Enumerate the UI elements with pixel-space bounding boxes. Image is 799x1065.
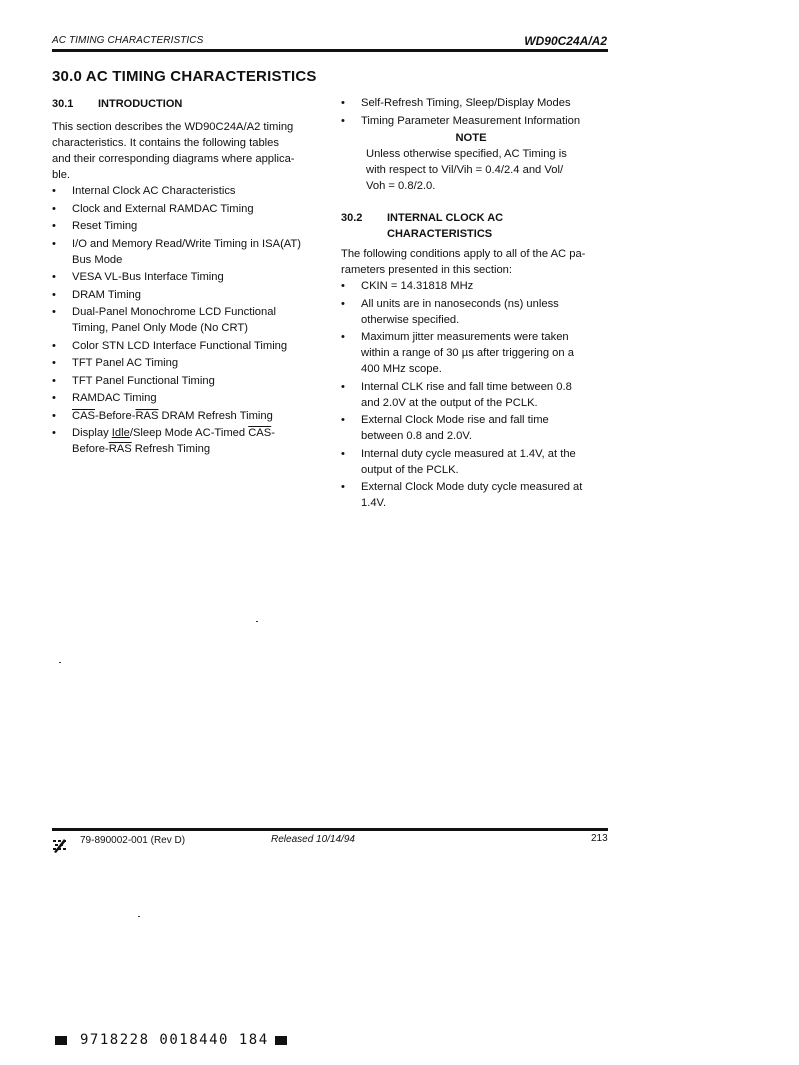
signal-name-cas: $\overline{CAS}$ (72, 409, 96, 422)
bullet-mark: • (341, 97, 345, 109)
paragraph-line: The following conditions apply to all of the AC pa- (341, 248, 586, 260)
running-header-title: AC TIMING CHARACTERISTICS (52, 35, 204, 46)
list-item (341, 95, 611, 111)
list-item-text: -Before- (95, 409, 136, 422)
mode-name-idle: Idle (111, 427, 130, 439)
bullet-mark: • (52, 409, 56, 422)
paragraph-line: rameters presented in this section: (341, 264, 513, 276)
list-item-text: Reset Timing (72, 220, 138, 232)
bullet-mark: • (341, 380, 345, 393)
list-item (341, 412, 611, 444)
scan-speck (138, 916, 140, 917)
company-logo-icon (52, 838, 67, 853)
scan-speck (59, 662, 61, 663)
list-item-text: Self-Refresh Timing, Sleep/Display Modes (361, 97, 571, 109)
list-item (52, 338, 324, 354)
list-item-text: Timing, Panel Only Mode (No CRT) (72, 322, 248, 334)
barcode-block-right (275, 1036, 287, 1045)
list-item (341, 296, 611, 328)
list-item (52, 408, 324, 424)
list-item (341, 479, 611, 511)
paragraph-line: characteristics. It contains the following tables (52, 137, 279, 149)
list-item-text: TFT Panel AC Timing (72, 357, 179, 369)
note-line: Unless otherwise specified, AC Timing is (366, 148, 567, 160)
bullet-mark: • (52, 427, 56, 439)
bullet-mark: • (52, 271, 56, 283)
list-item (52, 236, 324, 268)
bullet-mark: • (52, 202, 56, 215)
right-column (341, 95, 611, 513)
list-item-text: Dual-Panel Monochrome LCD Functional (72, 306, 276, 318)
list-item (52, 390, 324, 406)
list-item (52, 304, 324, 336)
list-item (52, 269, 324, 285)
paragraph-line: This section describes the WD90C24A/A2 timing (52, 121, 294, 133)
intro-paragraph (52, 119, 324, 183)
signal-name-cas: $\overline{CAS}$ (248, 427, 272, 439)
bullet-mark: • (341, 414, 345, 426)
section-heading: INTERNAL CLOCK AC (387, 212, 504, 224)
list-item-text: Internal duty cycle measured at 1.4V, at the (361, 447, 576, 460)
bullet-mark: • (52, 339, 56, 352)
note-line: Voh = 0.8/2.0. (366, 180, 436, 192)
list-item-text: Display (72, 427, 112, 439)
list-item (52, 425, 324, 457)
list-item-text: DRAM Timing (72, 288, 141, 301)
bullet-mark: • (52, 306, 56, 318)
paragraph-line: and their corresponding diagrams where applica- (52, 153, 295, 165)
list-item-text: - (271, 427, 275, 439)
bullet-mark: • (52, 392, 56, 404)
left-column (52, 96, 324, 459)
header-rule (52, 49, 608, 52)
list-item (52, 355, 324, 371)
signal-name-ras: $\overline{RAS}$ (108, 443, 132, 455)
scan-speck (256, 621, 258, 622)
timing-list-continued (341, 95, 611, 129)
timing-list (52, 183, 324, 457)
list-item (52, 373, 324, 389)
list-item-text: DRAM Refresh Timing (158, 409, 273, 422)
paragraph-line: ble. (52, 169, 71, 181)
list-item-text: I/O and Memory Read/Write Timing in ISA(AT) (72, 237, 301, 250)
bullet-mark: • (341, 447, 345, 460)
list-item (341, 379, 611, 411)
list-item-text: Bus Mode (72, 253, 123, 266)
list-item-text: between 0.8 and 2.0V. (361, 430, 472, 442)
list-item-text: Clock and External RAMDAC Timing (72, 202, 254, 215)
list-item (341, 113, 611, 129)
note-box (341, 130, 611, 194)
list-item-text: Color STN LCD Interface Functional Timing (72, 339, 288, 352)
bullet-mark: • (52, 220, 56, 232)
list-item-text: output of the PCLK. (361, 463, 459, 476)
signal-name-ras: $\overline{RAS}$ (135, 409, 159, 422)
list-item-text: Maximum jitter measurements were taken (361, 331, 569, 343)
section-number: 30.2 (341, 212, 363, 224)
note-title: NOTE (455, 132, 487, 144)
list-item-text: Refresh Timing (131, 443, 211, 455)
barcode-number: 9718228 0018440 184 (80, 1032, 269, 1048)
list-item-text: CKIN = 14.31818 MHz (361, 280, 474, 292)
bullet-mark: • (52, 237, 56, 250)
list-item-text: Internal Clock AC Characteristics (72, 185, 236, 197)
note-line: with respect to Vil/Vih = 0.4/2.4 and Vol/ (366, 164, 564, 176)
footer-rule (52, 828, 608, 831)
list-item (52, 201, 324, 217)
list-item-text: /Sleep Mode AC-Timed (129, 427, 249, 439)
bullet-mark: • (341, 481, 345, 493)
list-item-text: VESA VL-Bus Interface Timing (72, 271, 224, 283)
page-title: 30.0 AC TIMING CHARACTERISTICS (52, 68, 317, 85)
list-item (52, 183, 324, 199)
bullet-mark: • (341, 280, 345, 292)
list-item-text: RAMDAC Timing (72, 392, 157, 404)
list-item-text: otherwise specified. (361, 313, 460, 326)
section-30-1-heading (52, 96, 324, 112)
list-item (341, 446, 611, 478)
list-item-text: within a range of 30 µs after triggering on a (361, 347, 574, 359)
bullet-mark: • (52, 374, 56, 387)
list-item-text: Internal CLK rise and fall time between 0.8 (361, 380, 572, 393)
bullet-mark: • (341, 297, 345, 310)
bullet-mark: • (52, 357, 56, 369)
document-number: 79-890002-001 (Rev D) (80, 835, 186, 846)
list-item-text: External Clock Mode duty cycle measured at (361, 481, 583, 493)
page-number: 213 (591, 833, 608, 844)
section-number: 30.1 (52, 98, 74, 110)
conditions-list (341, 278, 611, 511)
section-heading: CHARACTERISTICS (387, 228, 493, 240)
list-item (341, 329, 611, 377)
release-date: Released 10/14/94 (271, 834, 355, 845)
bullet-mark: • (341, 114, 345, 127)
list-item (52, 218, 324, 234)
list-item-text: 400 MHz scope. (361, 363, 442, 375)
conditions-paragraph (341, 246, 611, 278)
running-header-part-number: WD90C24A/A2 (524, 34, 607, 48)
section-heading: INTRODUCTION (98, 98, 183, 110)
list-item-text: TFT Panel Functional Timing (72, 374, 215, 387)
section-30-2-heading (341, 210, 611, 242)
list-item-text: and 2.0V at the output of the PCLK. (361, 396, 538, 409)
list-item-text: Timing Parameter Measurement Information (361, 114, 581, 127)
list-item (52, 287, 324, 303)
list-item-text: All units are in nanoseconds (ns) unless (361, 297, 559, 310)
list-item-text: External Clock Mode rise and fall time (361, 414, 549, 426)
list-item-text: 1.4V. (361, 497, 387, 509)
list-item-text: Before- (72, 443, 109, 455)
bullet-mark: • (52, 288, 56, 301)
barcode-block-left (55, 1036, 67, 1045)
bullet-mark: • (52, 185, 56, 197)
bullet-mark: • (341, 331, 345, 343)
list-item (341, 278, 611, 294)
